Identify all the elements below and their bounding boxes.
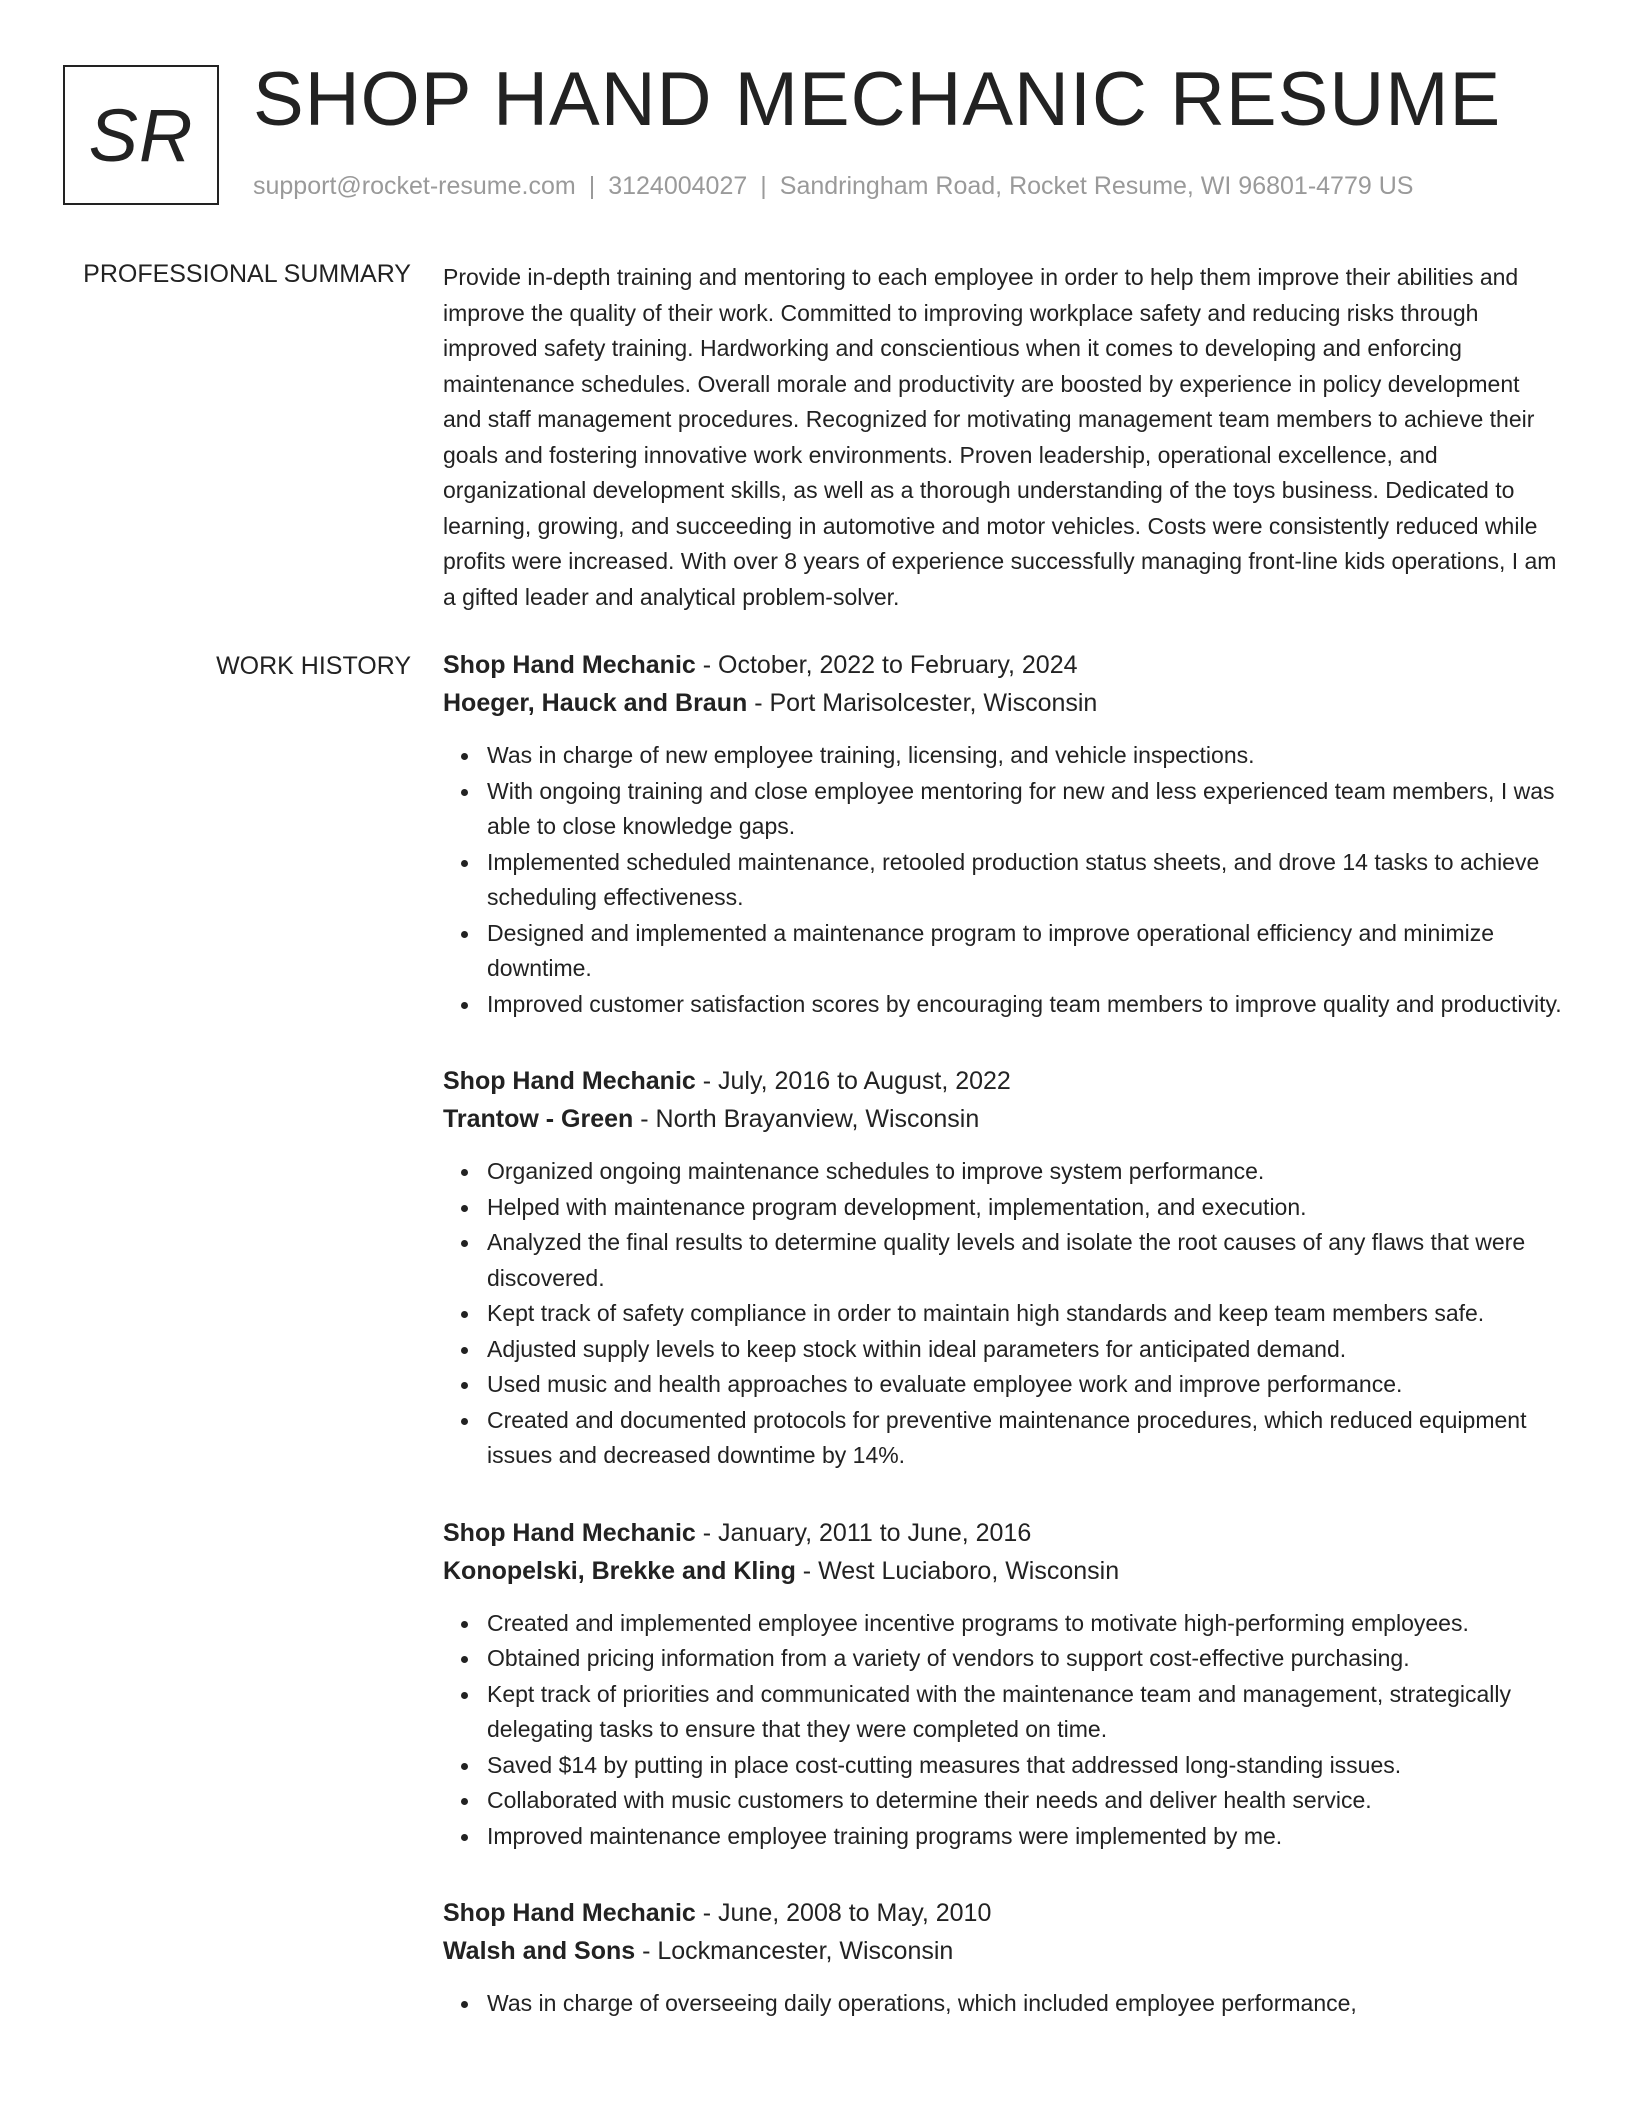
bullet-item: Used music and health approaches to evaluate employee work and improve performance. [443, 1367, 1563, 1403]
contact-address: Sandringham Road, Rocket Resume, WI 96801-4779 US [779, 172, 1414, 200]
job-location: - Port Marisolcester, Wisconsin [747, 689, 1098, 717]
job-title: Shop Hand Mechanic [443, 1518, 696, 1547]
job-bullets [443, 738, 1563, 1022]
bullet-item: With ongoing training and close employee mentoring for new and less experienced team members, I was able to close knowledge gaps. [443, 774, 1563, 845]
bullet-item: Analyzed the final results to determine quality levels and isolate the root causes of any flaws that were discovered. [443, 1225, 1563, 1296]
contact-separator: | [588, 172, 596, 200]
job-title: Shop Hand Mechanic [443, 1899, 696, 1927]
bullet-item: Designed and implemented a maintenance program to improve operational efficiency and minimize downtime. [443, 916, 1563, 987]
job-location: - North Brayanview, Wisconsin [633, 1105, 980, 1133]
bullet-item: Kept track of priorities and communicated with the maintenance team and management, strategically delegating tasks to ensure that they were completed on time. [443, 1677, 1563, 1748]
job-bullets [443, 1986, 1563, 2022]
summary-body [443, 260, 1563, 615]
job-title-line [443, 1062, 1563, 1100]
bullet-item: Saved $14 by putting in place cost-cutting measures that addressed long-standing issues. [443, 1748, 1563, 1784]
bullet-item: Collaborated with music customers to determine their needs and deliver health service. [443, 1783, 1563, 1819]
bullet-item: Was in charge of new employee training, licensing, and vehicle inspections. [443, 738, 1563, 774]
work-history-body [443, 646, 1563, 2062]
bullet-item: Created and documented protocols for preventive maintenance procedures, which reduced equipment issues and decreased downtime by 14%. [443, 1403, 1563, 1474]
contact-separator: | [760, 172, 767, 200]
resume-title: SHOP HAND MECHANIC RESUME [253, 57, 1502, 142]
work-history-heading: WORK HISTORY [216, 652, 411, 680]
job-bullets [443, 1606, 1563, 1855]
job-company: Trantow - Green [443, 1105, 634, 1133]
job-title-line [443, 1894, 1563, 1932]
bullet-item: Improved customer satisfaction scores by encouraging team members to improve quality and productivity. [443, 987, 1563, 1023]
bullet-item: Was in charge of overseeing daily operations, which included employee performance, [443, 1986, 1563, 2022]
job-title-line [443, 1514, 1563, 1552]
job-company-line [443, 684, 1563, 722]
job-dates: - June, 2008 to May, 2010 [695, 1899, 992, 1927]
bullet-item: Organized ongoing maintenance schedules to improve system performance. [443, 1154, 1563, 1190]
job-company-line [443, 1100, 1563, 1138]
job-entry [443, 1894, 1563, 2022]
job-entry [443, 1062, 1563, 1474]
monogram-logo: SR [63, 65, 219, 205]
job-company-line [443, 1552, 1563, 1590]
job-company: Walsh and Sons [443, 1937, 636, 1965]
job-bullets [443, 1154, 1563, 1474]
job-title: Shop Hand Mechanic [443, 651, 696, 679]
job-location: - West Luciaboro, Wisconsin [795, 1556, 1120, 1585]
job-dates: - January, 2011 to June, 2016 [695, 1518, 1032, 1547]
bullet-item: Kept track of safety compliance in order to maintain high standards and keep team members safe. [443, 1296, 1563, 1332]
bullet-item: Helped with maintenance program development, implementation, and execution. [443, 1190, 1563, 1226]
summary-text: Provide in-depth training and mentoring to each employee in order to help them improve their abilities and improve the quality of their work. Committed to improving workplace safety and reducing risks through improved safety training. Hardworking and conscientious when it comes to developing and enforcing maintenance schedules. Overall morale and productivity are boosted by experience in policy development and staff management procedures. Recognized for motivating management team members to achieve their goals and fostering innovative work environments. Proven leadership, operational excellence, and organizational development skills, as well as a thorough understanding of the toys business. Dedicated to learning, growing, and succeeding in automotive and motor vehicles. Costs were consistently reduced while profits were increased. With over 8 years of experience successfully managing front-line kids operations, I am a gifted leader and analytical problem-solver. [443, 264, 1557, 610]
bullet-item: Created and implemented employee incentive programs to motivate high-performing employees. [443, 1606, 1563, 1642]
job-company: Konopelski, Brekke and Kling [443, 1556, 796, 1585]
contact-phone[interactable]: 3124004027 [608, 172, 748, 200]
bullet-item: Improved maintenance employee training programs were implemented by me. [443, 1819, 1563, 1855]
job-dates: - July, 2016 to August, 2022 [695, 1067, 1011, 1095]
bullet-item: Implemented scheduled maintenance, retooled production status sheets, and drove 14 tasks to achieve scheduling effectiveness. [443, 845, 1563, 916]
contact-email[interactable]: support@rocket-resume.com [253, 172, 576, 200]
job-entry [443, 646, 1563, 1022]
job-entry [443, 1514, 1563, 1855]
job-company-line [443, 1932, 1563, 1970]
summary-heading: PROFESSIONAL SUMMARY [83, 260, 411, 288]
job-dates: - October, 2022 to February, 2024 [695, 651, 1078, 679]
job-title-line [443, 646, 1563, 684]
bullet-item: Adjusted supply levels to keep stock within ideal parameters for anticipated demand. [443, 1332, 1563, 1368]
job-company: Hoeger, Hauck and Braun [443, 689, 748, 717]
contact-line [253, 172, 1413, 201]
job-title: Shop Hand Mechanic [443, 1067, 696, 1095]
job-location: - Lockmancester, Wisconsin [635, 1937, 954, 1965]
bullet-item: Obtained pricing information from a variety of vendors to support cost-effective purchasing. [443, 1641, 1563, 1677]
